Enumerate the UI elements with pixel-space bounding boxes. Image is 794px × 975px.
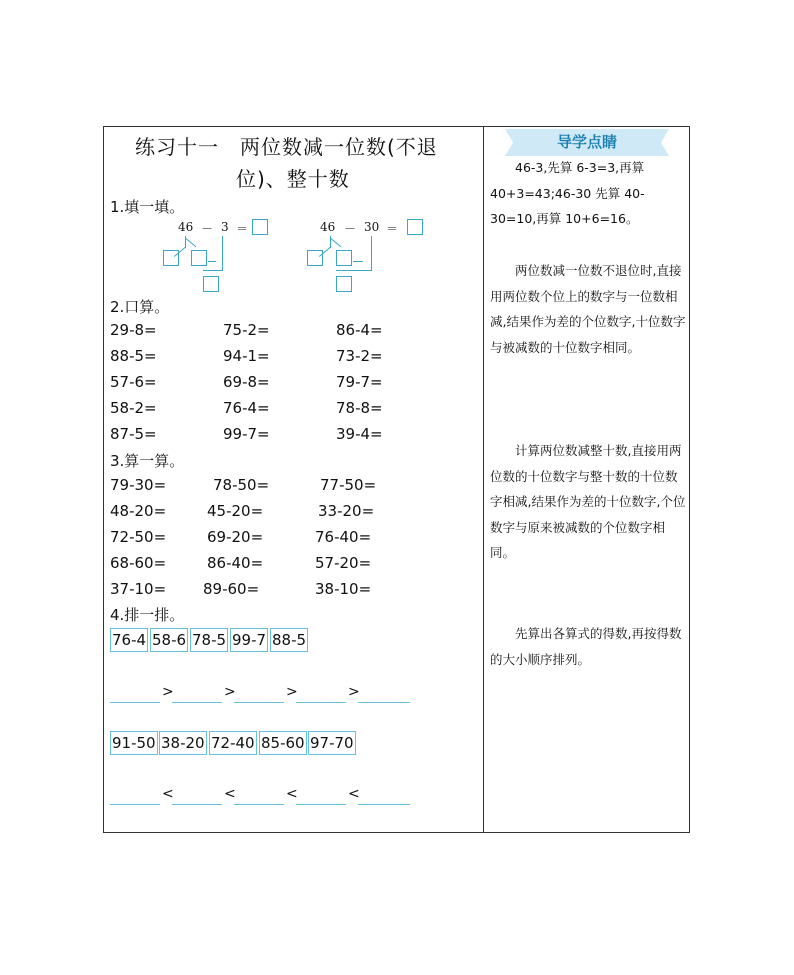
- answer-blank[interactable]: [296, 804, 346, 805]
- split-box[interactable]: [163, 250, 179, 266]
- tip-paragraph-1: 46-3,先算 6-3=3,再算 40+3=43;46-30 先算 40-30=10,再算 10+6=16。: [490, 160, 645, 226]
- bracket-line: [353, 261, 363, 262]
- oral-item: 99-7=: [223, 425, 270, 443]
- oral-item: 94-1=: [223, 347, 270, 365]
- fill-left-op: －: [201, 222, 214, 236]
- calc-item: 33-20=: [318, 502, 375, 520]
- expression-card: 72-40: [209, 731, 257, 755]
- bracket-line: [222, 236, 223, 271]
- calc-item: 78-50=: [213, 476, 270, 494]
- calc-item: 86-40=: [207, 554, 264, 572]
- fill-right-eq: ＝: [386, 222, 399, 236]
- answer-blank[interactable]: [234, 804, 284, 805]
- oral-item: 88-5=: [110, 347, 157, 365]
- column-divider: [483, 126, 484, 833]
- greater-than-symbol: >: [286, 684, 298, 700]
- tip-paragraph-3: 计算两位数减整十数,直接用两位数的十位数字与整十数的十位数字相减,结果作为差的十位数字,个位数字与原来被减数的个位数字相同。: [490, 443, 686, 560]
- expression-card: 97-70: [308, 731, 356, 755]
- answer-blank[interactable]: [172, 702, 222, 703]
- expression-card: 58-6: [150, 628, 188, 652]
- answer-blank[interactable]: [358, 804, 410, 805]
- page-title-line2: 位)、整十数: [236, 167, 350, 191]
- calc-item: 37-10=: [110, 580, 167, 598]
- result-box[interactable]: [203, 276, 219, 292]
- page-title-line1: 练习十一 两位数减一位数(不退: [135, 135, 438, 159]
- answer-blank[interactable]: [296, 702, 346, 703]
- oral-item: 87-5=: [110, 425, 157, 443]
- answer-blank[interactable]: [234, 702, 284, 703]
- less-than-symbol: <: [348, 786, 360, 802]
- less-than-symbol: <: [162, 786, 174, 802]
- result-box[interactable]: [336, 276, 352, 292]
- expression-card: 91-50: [110, 731, 158, 755]
- answer-box[interactable]: [252, 219, 268, 235]
- greater-than-symbol: >: [224, 684, 236, 700]
- answer-blank[interactable]: [172, 804, 222, 805]
- calc-item: 72-50=: [110, 528, 167, 546]
- calc-item: 89-60=: [203, 580, 260, 598]
- oral-item: 79-7=: [336, 373, 383, 391]
- banner-title: 导学点睛: [556, 133, 617, 151]
- section-1-heading: 1.填一填。: [110, 198, 185, 216]
- bracket-line: [203, 270, 223, 271]
- guide-banner: [505, 129, 669, 156]
- fill-left-b: 3: [221, 220, 229, 234]
- oral-item: 76-4=: [223, 399, 270, 417]
- split-box[interactable]: [307, 250, 323, 266]
- fill-right-b: 30: [364, 220, 380, 234]
- calc-item: 69-20=: [207, 528, 264, 546]
- expression-card: 99-7: [230, 628, 268, 652]
- calc-item: 48-20=: [110, 502, 167, 520]
- section-3-heading: 3.算一算。: [110, 452, 185, 470]
- calc-item: 68-60=: [110, 554, 167, 572]
- calc-item: 76-40=: [315, 528, 372, 546]
- oral-item: 73-2=: [336, 347, 383, 365]
- oral-item: 86-4=: [336, 321, 383, 339]
- less-than-symbol: <: [224, 786, 236, 802]
- answer-blank[interactable]: [358, 702, 410, 703]
- oral-item: 58-2=: [110, 399, 157, 417]
- greater-than-symbol: >: [162, 684, 174, 700]
- tip-paragraph-4: 先算出各算式的得数,再按得数的大小顺序排列。: [490, 626, 682, 667]
- expression-card: 76-4: [110, 628, 148, 652]
- calc-item: 38-10=: [315, 580, 372, 598]
- answer-box[interactable]: [407, 219, 423, 235]
- answer-blank[interactable]: [110, 804, 160, 805]
- oral-item: 78-8=: [336, 399, 383, 417]
- oral-item: 57-6=: [110, 373, 157, 391]
- section-2-heading: 2.口算。: [110, 298, 170, 316]
- bracket-line: [371, 236, 372, 271]
- oral-item: 69-8=: [223, 373, 270, 391]
- fill-left-a: 46: [178, 220, 194, 234]
- calc-item: 45-20=: [207, 502, 264, 520]
- expression-card: 88-5: [270, 628, 308, 652]
- less-than-symbol: <: [286, 786, 298, 802]
- split-box[interactable]: [191, 250, 207, 266]
- answer-blank[interactable]: [110, 702, 160, 703]
- tip-paragraph-2: 两位数减一位数不退位时,直接用两位数个位上的数字与一位数相减,结果作为差的个位数字,十位数字与被减数的十位数字相同。: [490, 263, 686, 355]
- section-4-heading: 4.排一排。: [110, 606, 185, 624]
- calc-item: 57-20=: [315, 554, 372, 572]
- greater-than-symbol: >: [348, 684, 360, 700]
- calc-item: 79-30=: [110, 476, 167, 494]
- expression-card: 85-60: [259, 731, 307, 755]
- fill-right-a: 46: [320, 220, 336, 234]
- oral-item: 29-8=: [110, 321, 157, 339]
- expression-card: 78-5: [190, 628, 228, 652]
- bracket-line: [208, 261, 216, 262]
- oral-item: 39-4=: [336, 425, 383, 443]
- fill-left-eq: ＝: [236, 222, 249, 236]
- fill-right-op: －: [344, 222, 357, 236]
- oral-item: 75-2=: [223, 321, 270, 339]
- expression-card: 38-20: [159, 731, 207, 755]
- bracket-line: [336, 270, 372, 271]
- calc-item: 77-50=: [320, 476, 377, 494]
- split-box[interactable]: [336, 250, 352, 266]
